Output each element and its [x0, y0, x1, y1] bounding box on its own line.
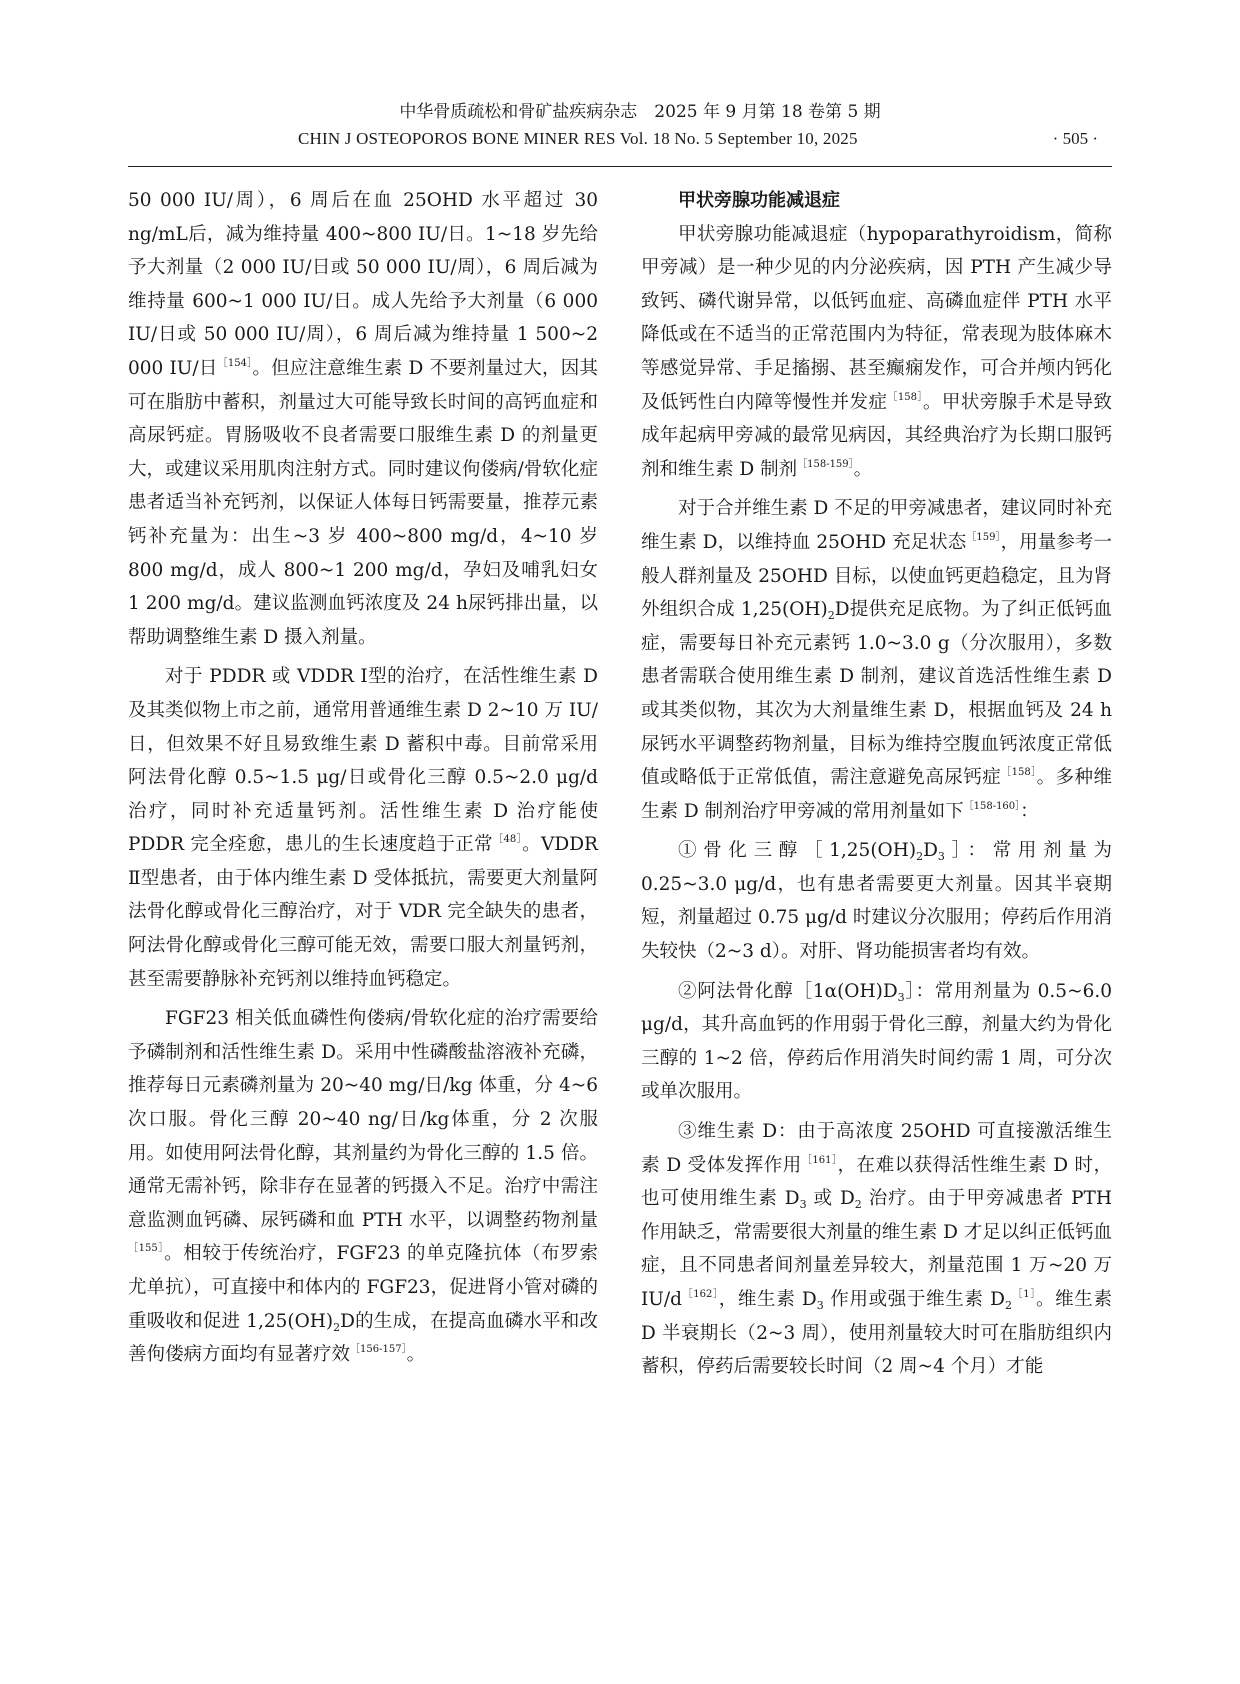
citation-ref: ［158］ — [1001, 767, 1037, 779]
paragraph — [641, 975, 1112, 1109]
citation-ref: ［159］ — [966, 531, 1001, 543]
page-number: · 505 · — [1052, 129, 1098, 148]
section-heading: 甲状旁腺功能减退症 — [678, 190, 840, 211]
text-run: ］：常用剂量为 0.25~3.0 μg/d，也有患者需要更大剂量。因其半衰期短，剂量超过 0.75 μg/d 时建议分次服用；停药后作用消失较快（2~3 d）。对肝、肾功能损害者均有效。 — [641, 840, 1112, 963]
journal-title-cn: 中华骨质疏松和骨矿盐疾病杂志 2025 年 9 月第 18 卷第 5 期 — [399, 102, 881, 122]
subscript: 3 — [799, 1198, 807, 1212]
text-run: ②阿法骨化醇［1α(OH)D — [678, 980, 898, 1002]
text-run: 对于合并维生素 D 不足的甲旁减患者，建议同时补充维生素 D，以维持血 25OHD 充足状态 — [641, 498, 1112, 553]
text-run: 对于 PDDR 或 VDDR Ⅰ型的治疗，在活性维生素 D 及其类似物上市之前，通常用普通维生素 D 2~10 万 IU/日，但效果不好且易致维生素 D 蓄积中毒。目前常采用阿法骨化醇 0.5~1.5 μg/日或骨化三醇 0.5~2.0 μg/d 治疗，同时补充适量钙剂。活性维生素 D 治疗能使 PDDR 完全痊愈，患儿的生长速度趋于正常 — [128, 666, 598, 856]
text-run: 。相较于传统治疗，FGF23 的单克隆抗体（布罗索尤单抗），可直接中和体内的 FGF23，促进肾小管对磷的重吸收和促进 1,25(OH) — [128, 1243, 599, 1332]
text-run: 50 000 IU/周），6 周后在血 25OHD 水平超过 30 ng/mL后，减为维持量 400~800 IU/日。1~18 岁先给予大剂量（2 000 IU/日或 50 000 IU/周），6 周后减为维持量 600~1 000 IU/日。成人先给予大剂量（6 000 IU/日或 50 000 IU/周），6 周后减为维持量 1 500~2 000 IU/日 — [128, 190, 598, 379]
text-run: ： — [1020, 800, 1039, 822]
text-run: 。VDDR Ⅱ型患者，由于体内维生素 D 受体抵抗，需要更大剂量阿法骨化醇或骨化三醇治疗，对于 VDR 完全缺失的患者，阿法骨化醇或骨化三醇可能无效，需要口服大剂量钙剂，甚至需要静脉补充钙剂以维持血钙稳定。 — [128, 834, 598, 990]
text-run: 。但应注意维生素 D 不要剂量过大，因其可在脂肪中蓄积，剂量过大可能导致长时间的高钙血症和高尿钙症。胃肠吸收不良者需要口服维生素 D 的剂量更大，或建议采用肌肉注射方式。同时建议佝偻病/骨软化症患者适当补充钙剂，以保证人体每日钙需要量，推荐元素钙补充量为：出生~3 岁 400~800 mg/d，4~10 岁 800 mg/d，成人 800~1 200 mg/d，孕妇及哺乳妇女 1 200 mg/d。建议监测血钙浓度及 24 h尿钙排出量，以帮助调整维生素 D 摄入剂量。 — [128, 357, 598, 648]
citation-ref: ［1］ — [1011, 1289, 1036, 1300]
citation-ref: ［48］ — [493, 834, 523, 846]
journal-title-en: CHIN J OSTEOPOROS BONE MINER RES Vol. 18 No. 5 September 10, 2025 — [298, 129, 858, 148]
paragraph — [128, 660, 598, 996]
text-run: 。甲状旁腺手术是导致成年起病甲旁减的最常见病因，其经典治疗为长期口服钙剂和维生素 D 制剂 — [641, 391, 1112, 480]
text-run: ］：常用剂量为 0.5~6.0 μg/d，其升高血钙的作用弱于骨化三醇，剂量大约为骨化三醇的 1~2 倍，停药后作用消失时间约需 1 周，可分次或单次服用。 — [641, 980, 1112, 1103]
header-rule — [128, 166, 1112, 167]
text-run: 。 — [853, 458, 873, 480]
text-run: ①骨化三醇［1,25(OH) — [678, 840, 917, 862]
running-header — [128, 99, 1112, 153]
paragraph — [641, 218, 1112, 487]
paragraph — [641, 1115, 1112, 1384]
subscript: 3 — [937, 850, 945, 864]
subscript: 2 — [854, 1198, 862, 1212]
text-run: 作用或强于维生素 D — [823, 1289, 1005, 1310]
citation-ref: ［156-157］ — [350, 1344, 407, 1356]
text-run: FGF23 相关低血磷性佝偻病/骨软化症的治疗需要给予磷制剂和活性维生素 D。采用中性磷酸盐溶液补充磷，推荐每日元素磷剂量为 20~40 mg/日/kg 体重，分 4~6 次口服。骨化三醇 20~40 ng/日/kg体重，分 2 次服用。如使用阿法骨化醇，其剂量约为骨化三醇的 1.5 倍。通常无需补钙，除非存在显著的钙摄入不足。治疗中需注意监测血钙磷、尿钙磷和血 PTH 水平，以调整药物剂量 — [128, 1008, 598, 1231]
paragraph — [641, 834, 1112, 968]
text-run: ，用量参考一般人群剂量及 25OHD 目标，以使血钙更趋稳定，且为肾外组织合成 1,25(OH) — [641, 531, 1112, 621]
citation-ref: ［158-160］ — [963, 800, 1021, 812]
citation-ref: ［158］ — [887, 391, 923, 403]
subscript: 2 — [333, 1320, 341, 1334]
text-run: 。 — [406, 1344, 426, 1366]
subscript: 3 — [897, 990, 905, 1004]
paragraph — [128, 184, 598, 654]
text-run: 。维生素 D 半衰期长（2~3 周），使用剂量较大时可在脂肪组织内蓄积，停药后需要较长时间（2 周~4 个月）才能 — [641, 1289, 1112, 1378]
citation-ref: ［158-159］ — [797, 458, 854, 470]
citation-ref: ［161］ — [801, 1154, 838, 1166]
right-column — [641, 184, 1112, 1390]
subscript: 2 — [916, 850, 924, 864]
text-run: 或 D — [806, 1188, 855, 1210]
subscript: 3 — [816, 1299, 824, 1312]
text-run: 治疗。由于甲旁减患者 PTH 作用缺乏，常需要很大剂量的维生素 D 才足以纠正低钙血症，且不同患者间剂量差异较大，剂量范围 1 万~20 万 IU/d — [641, 1188, 1112, 1310]
citation-ref: ［154］ — [217, 357, 253, 369]
subscript: 2 — [827, 609, 835, 623]
text-run: D — [923, 840, 938, 862]
left-column — [128, 184, 598, 1378]
paragraph — [128, 1002, 598, 1372]
citation-ref: ［162］ — [681, 1289, 719, 1300]
citation-ref: ［155］ — [128, 1243, 165, 1255]
text-run: D提供充足底物。为了纠正低钙血症，需要每日补充元素钙 1.0~3.0 g（分次服用），多数患者需联合使用维生素 D 制剂，建议首选活性维生素 D 或其类似物，其次为大剂量维生素 D，根据血钙及 24 h 尿钙水平调整药物剂量，目标为维持空腹血钙浓度正常低值或略低于正常低值，需注意避免高尿钙症 — [641, 599, 1112, 789]
journal-citation-line — [128, 125, 1112, 153]
paragraph — [641, 492, 1112, 828]
text-run: ，维生素 D — [718, 1289, 817, 1310]
subscript: 2 — [1004, 1299, 1012, 1312]
text-run: 。多种维生素 D 制剂治疗甲旁减的常用剂量如下 — [641, 767, 1112, 822]
text-run: D的生成，在提高血磷水平和改善佝偻病方面均有显著疗效 — [128, 1310, 598, 1366]
text-run: ③维生素 D：由于高浓度 25OHD 可直接激活维生素 D 受体发挥作用 — [641, 1121, 1112, 1176]
text-run: 甲状旁腺功能减退症（hypoparathyroidism，简称甲旁减）是一种少见的内分泌疾病，因 PTH 产生减少导致钙、磷代谢异常，以低钙血症、高磷血症伴 PTH 水平降低或在不适当的正常范围内为特征，常表现为肢体麻木等感觉异常、手足搐搦、甚至癫痫发作，可合并颅内钙化及低钙性白内障等慢性并发症 — [641, 223, 1112, 413]
text-run: ，在难以获得活性维生素 D 时，也可使用维生素 D — [641, 1154, 1112, 1210]
